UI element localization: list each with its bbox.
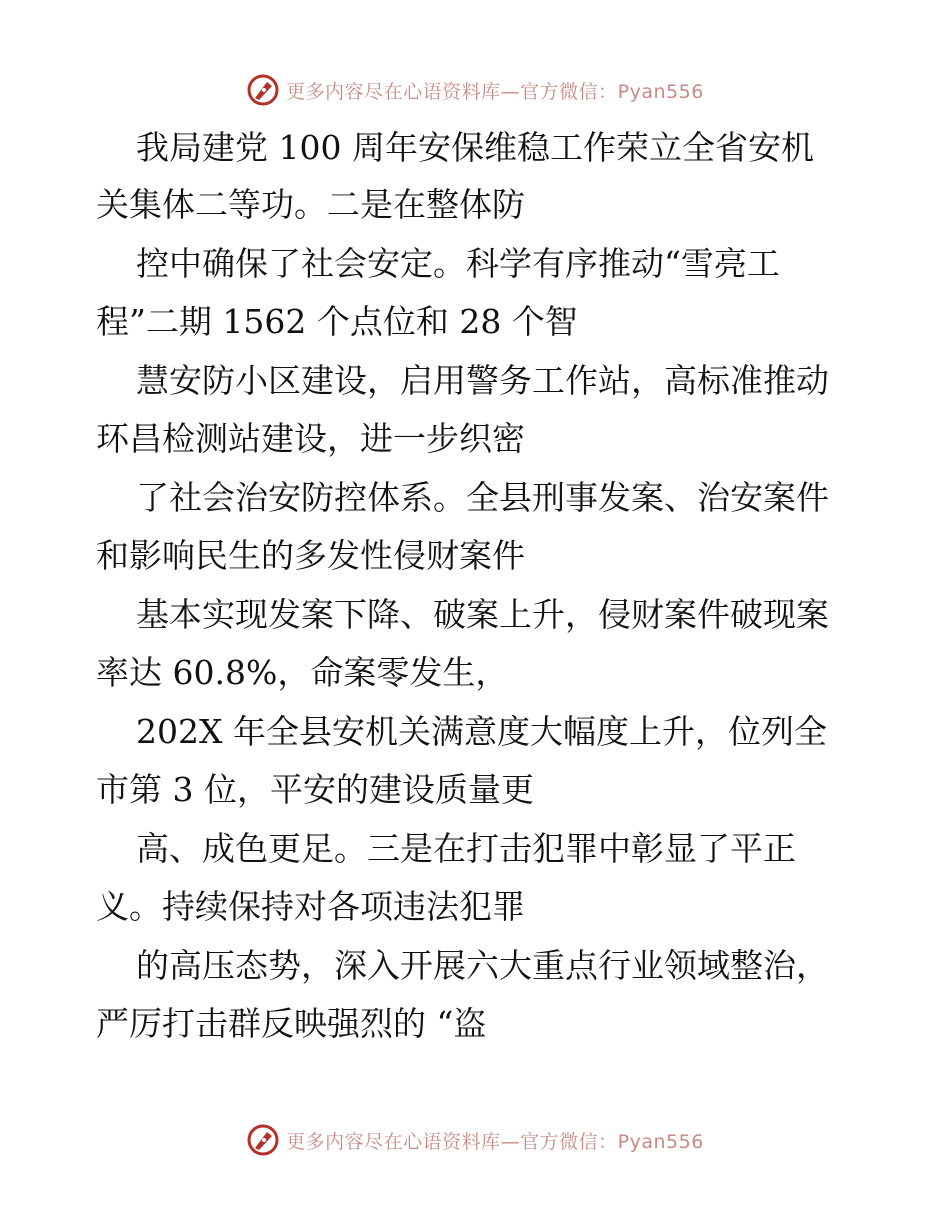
body-line: 的高压态势，深入开展六大重点行业领域整治， — [136, 946, 829, 985]
body-line: 市第 3 位，平安的建设质量更 — [96, 770, 534, 809]
body-line: 了社会治安防控体系。全县刑事发案、治安案件 — [136, 478, 829, 517]
body-line: 慧安防小区建设，启用警务工作站，高标准推动 — [136, 361, 829, 400]
body-line: 控中确保了社会安定。科学有序推动“雪亮工 — [136, 244, 780, 283]
pen-nib-logo-icon — [246, 73, 280, 107]
body-line: 义。持续保持对各项违法犯罪 — [96, 887, 525, 926]
body-line: 率达 60.8%，命案零发生， — [96, 653, 509, 692]
body-line: 基本实现发案下降、破案上升，侵财案件破现案 — [136, 595, 829, 634]
header-banner — [0, 70, 950, 110]
body-line: 202X 年全县安机关满意度大幅度上升，位列全 — [136, 712, 827, 751]
pen-nib-logo-icon — [246, 1123, 280, 1157]
header-banner-text: 更多内容尽在心语资料库—官方微信：Pyan556 — [286, 80, 704, 103]
body-line: 我局建党 100 周年安保维稳工作荣立全省安机 — [136, 128, 814, 167]
body-line: 严厉打击群反映强烈的 “盗 — [96, 1004, 487, 1043]
body-line: 环昌检测站建设，进一步织密 — [96, 419, 525, 458]
footer-banner — [0, 1120, 950, 1160]
body-line: 和影响民生的多发性侵财案件 — [96, 536, 525, 575]
footer-banner-text: 更多内容尽在心语资料库—官方微信：Pyan556 — [286, 1130, 704, 1153]
body-line: 程”二期 1562 个点位和 28 个智 — [96, 302, 578, 341]
body-line: 高、成色更足。三是在打击犯罪中彰显了平正 — [136, 829, 796, 868]
body-line: 关集体二等功。二是在整体防 — [96, 185, 525, 224]
